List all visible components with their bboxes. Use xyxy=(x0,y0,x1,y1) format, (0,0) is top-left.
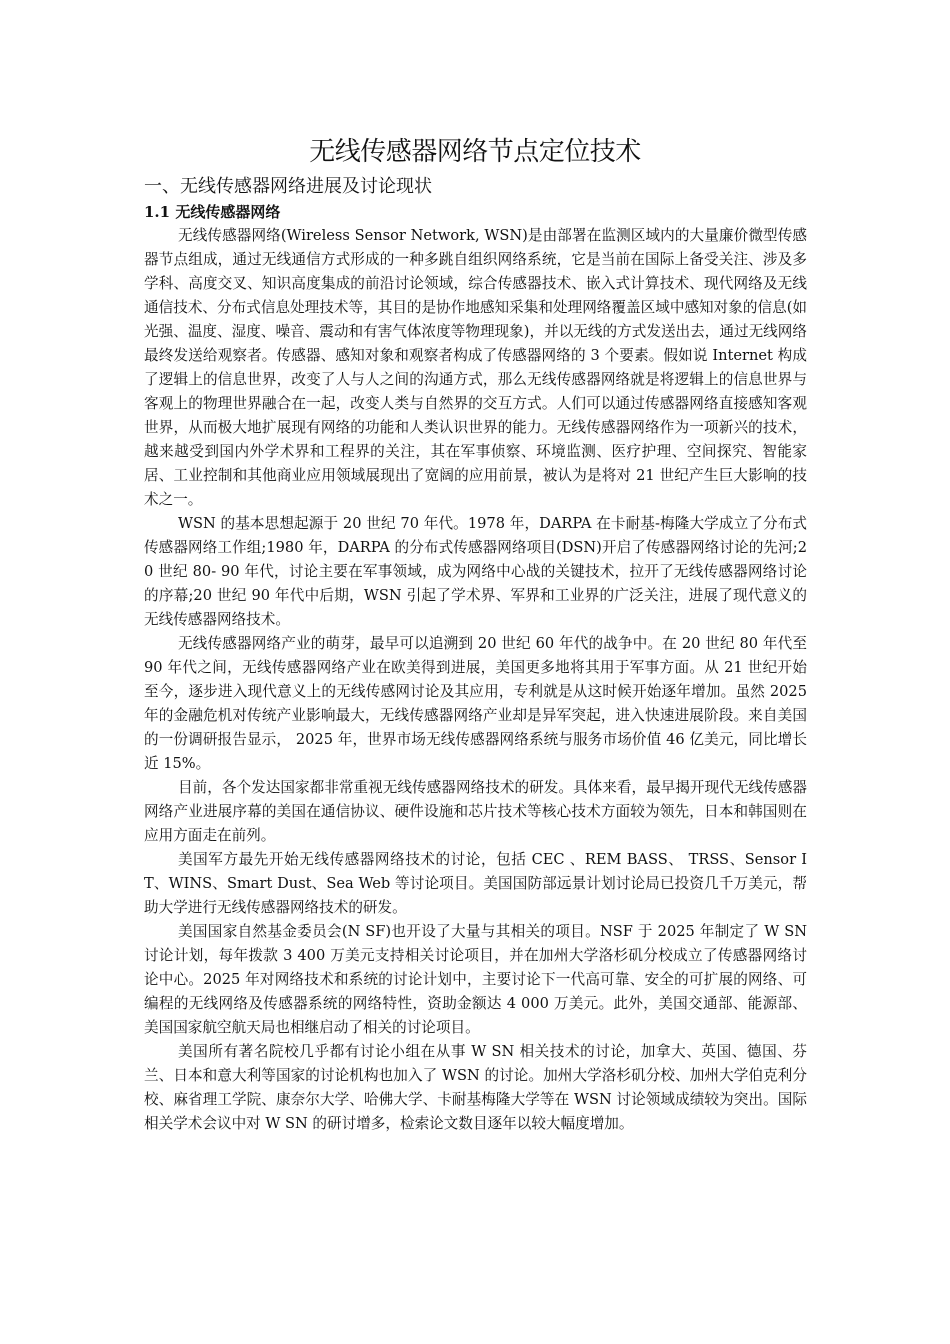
document-body xyxy=(144,224,807,1136)
body-paragraph: 目前，各个发达国家都非常重视无线传感器网络技术的研发。具体来看，最早揭开现代无线传感器网络产业进展序幕的美国在通信协议、硬件设施和芯片技术等核心技术方面较为领先，日本和韩国则在应用方面走在前列。 xyxy=(144,779,807,844)
body-paragraph: 美国所有著名院校几乎都有讨论小组在从事 W SN 相关技术的讨论，加拿大、英国、德国、芬兰、日本和意大利等国家的讨论机构也加入了 WSN 的讨论。加州大学洛杉矶分校、加州大学伯克利分校、麻省理工学院、康奈尔大学、哈佛大学、卡耐基梅隆大学等在 WSN 讨论领域成绩较为突出。国际相关学术会议中对 W SN 的研讨增多，检索论文数目逐年以较大幅度增加。 xyxy=(144,1043,807,1132)
document-title: 无线传感器网络节点定位技术 xyxy=(309,137,641,167)
section-heading: 一、无线传感器网络进展及讨论现状 xyxy=(144,176,432,197)
body-paragraph: 美国国家自然基金委员会(N SF)也开设了大量与其相关的项目。NSF 于 2025 年制定了 W SN 讨论计划，每年拨款 3 400 万美元支持相关讨论项目，并在加州大学洛杉矶分校成立了传感器网络讨论中心。2025 年对网络技术和系统的讨论计划中，主要讨论下一代高可靠、安全的可扩展的网络、可编程的无线网络及传感器系统的网络特性，资助金额达 4 000 万美元。此外，美国交通部、能源部、美国国家航空航天局也相继启动了相关的讨论项目。 xyxy=(144,923,807,1036)
body-paragraph: 无线传感器网络产业的萌芽，最早可以追溯到 20 世纪 60 年代的战争中。在 20 世纪 80 年代至 90 年代之间，无线传感器网络产业在欧美得到进展，美国更多地将其用于军事方面。从 21 世纪开始至今，逐步进入现代意义上的无线传感网讨论及其应用，专利就是从这时候开始逐年增加。虽然 2025 年的金融危机对传统产业影响最大，无线传感器网络产业却是异军突起，进入快速进展阶段。来自美国的一份调研报告显示， 2025 年，世界市场无线传感器网络系统与服务市场价值 46 亿美元，同比增长近 15%。 xyxy=(144,635,807,772)
body-paragraph: 无线传感器网络(Wireless Sensor Network, WSN)是由部署在监测区域内的大量廉价微型传感器节点组成，通过无线通信方式形成的一种多跳自组织网络系统，它是当前在国际上备受关注、涉及多学科、高度交叉、知识高度集成的前沿讨论领域，综合传感器技术、嵌入式计算技术、现代网络及无线通信技术、分布式信息处理技术等，其目的是协作地感知采集和处理网络覆盖区域中感知对象的信息(如光强、温度、湿度、噪音、震动和有害气体浓度等物理现象)，并以无线的方式发送出去，通过无线网络最终发送给观察者。传感器、感知对象和观察者构成了传感器网络的 3 个要素。假如说 Internet 构成了逻辑上的信息世界，改变了人与人之间的沟通方式，那么无线传感器网络就是将逻辑上的信息世界与客观上的物理世界融合在一起，改变人类与自然界的交互方式。人们可以通过传感器网络直接感知客观世界，从而极大地扩展现有网络的功能和人类认识世界的能力。无线传感器网络作为一项新兴的技术，越来越受到国内外学术界和工程界的关注，其在军事侦察、环境监测、医疗护理、空间探究、智能家居、工业控制和其他商业应用领域展现出了宽阔的应用前景，被认为是将对 21 世纪产生巨大影响的技术之一。 xyxy=(144,227,807,508)
body-paragraph: 美国军方最先开始无线传感器网络技术的讨论，包括 CEC 、REM BASS、 TRSS、Sensor IT、WINS、Smart Dust、Sea Web 等讨论项目。美国国防部远景计划讨论局已投资几千万美元，帮助大学进行无线传感器网络技术的研发。 xyxy=(144,851,807,916)
subsection-heading: 1.1 无线传感器网络 xyxy=(144,203,281,221)
body-paragraph: WSN 的基本思想起源于 20 世纪 70 年代。1978 年，DARPA 在卡耐基-梅隆大学成立了分布式传感器网络工作组;1980 年，DARPA 的分布式传感器网络项目(DSN)开启了传感器网络讨论的先河;20 世纪 80- 90 年代，讨论主要在军事领域，成为网络中心战的关键技术，拉开了无线传感器网络讨论的序幕;20 世纪 90 年代中后期，WSN 引起了学术界、军界和工业界的广泛关注，进展了现代意义的无线传感器网络技术。 xyxy=(144,515,807,628)
